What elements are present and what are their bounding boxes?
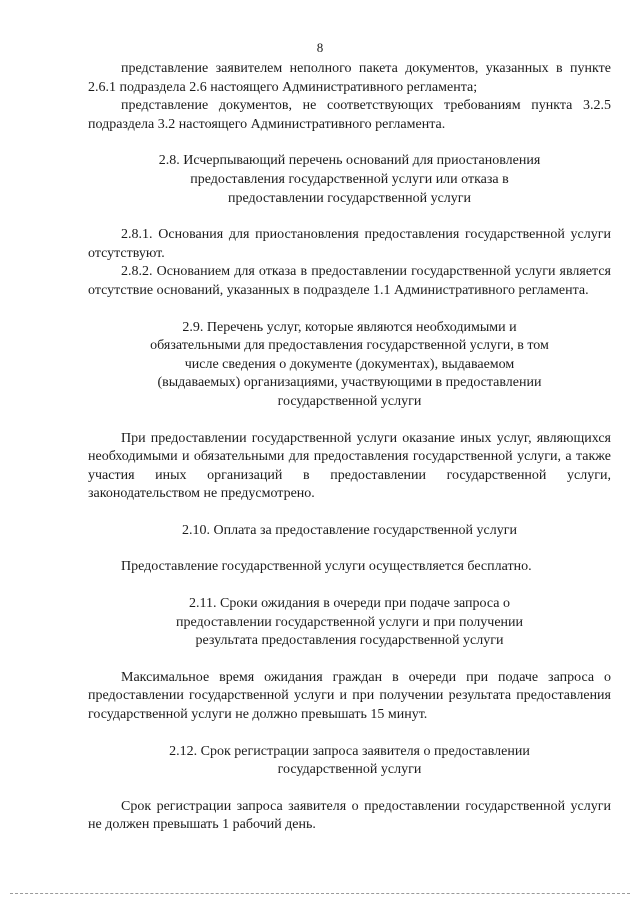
paragraph-2-8-1: 2.8.1. Основания для приостановления предоставления государственной услуги отсутствуют. [88,227,611,261]
paragraph-2-11: Максимальное время ожидания граждан в очереди при подаче запроса о предоставлении государственной услуги и при получении результата предоставления государственной услуги не должно превышать 15 минут. [88,669,611,723]
section-heading-2-9: 2.9. Перечень услуг, которые являются необходимыми и обязательными для предоставления государственной услуги, в том числе сведения о документе (документах), выдаваемом (выдаваемых) организациями, участвующими в предоставлении государственной услуги [150,319,549,409]
document-body [88,60,611,835]
paragraph-2-9: При предоставлении государственной услуги оказание иных услуг, являющихся необходимыми и обязательными для предоставления государственной услуги, а также участия иных организаций в предоставлении государственной услуги, законодательством не предусмотрено. [88,430,611,502]
scan-edge-line [10,893,630,894]
section-heading-2-8: 2.8. Исчерпывающий перечень оснований для приостановления предоставления государственной услуги или отказа в предоставлении государственной услуги [158,153,541,206]
section-heading-2-12: 2.12. Срок регистрации запроса заявителя о предоставлении государственной услуги [169,743,530,778]
paragraph-2-12: Срок регистрации запроса заявителя о предоставлении государственной услуги не должен превышать 1 рабочий день. [88,798,611,833]
paragraph-2-8-2: 2.8.2. Основанием для отказа в предоставлении государственной услуги является отсутствие оснований, указанных в подразделе 1.1 Административного регламента. [88,264,611,298]
paragraph-incomplete-package: представление заявителем неполного пакета документов, указанных в пункте 2.6.1 подраздела 2.6 настоящего Административного регламента; [88,61,611,95]
paragraph-2-10: Предоставление государственной услуги осуществляется бесплатно. [121,559,532,575]
page-number: 8 [316,40,324,55]
section-heading-2-11: 2.11. Сроки ожидания в очереди при подаче запроса о предоставлении государственной услуги и при получении результата предоставления государственной услуги [175,596,524,649]
section-heading-2-10: 2.10. Оплата за предоставление государственной услуги [182,522,517,538]
paragraph-noncompliant-documents: представление документов, не соответствующих требованиям пункта 3.2.5 подраздела 3.2 настоящего Административного регламента. [88,98,611,132]
